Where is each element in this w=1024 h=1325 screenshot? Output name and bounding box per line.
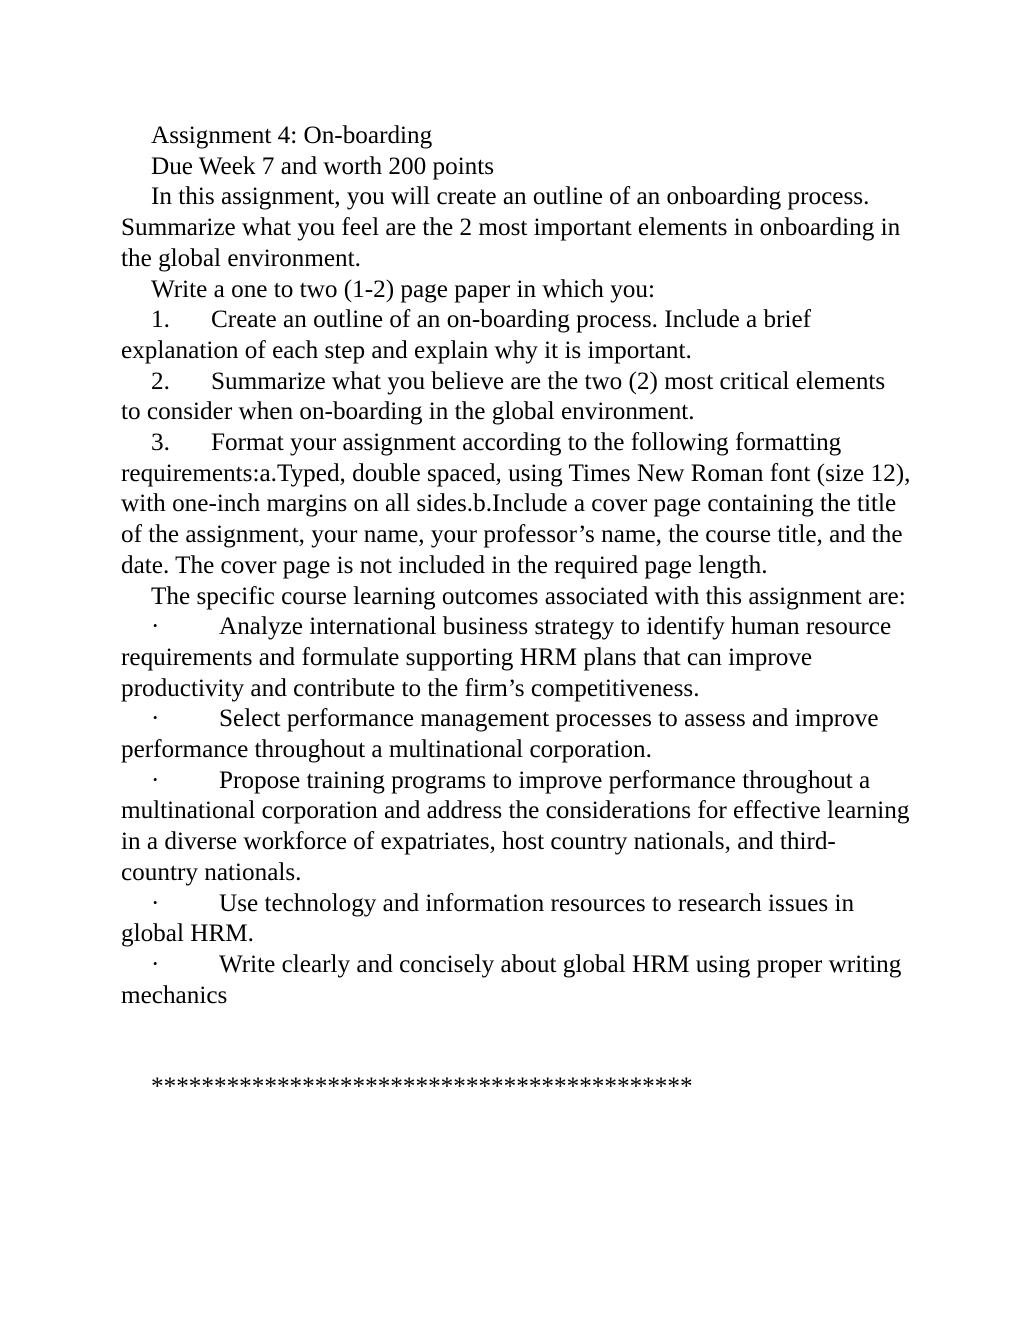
step-number: 3. bbox=[151, 429, 170, 457]
outcome-text: Select performance management processes to assess and improve performance throughout a multinational corporation. bbox=[121, 705, 879, 764]
instruction-line: Write a one to two (1-2) page paper in which you: bbox=[151, 275, 655, 303]
step-item bbox=[121, 305, 911, 366]
step-number: 1. bbox=[151, 306, 170, 334]
document-body bbox=[121, 121, 911, 1103]
outcomes-intro: The specific course learning outcomes associated with this assignment are: bbox=[151, 582, 906, 610]
outcome-text: Write clearly and concisely about global HRM using proper writing mechanics bbox=[121, 950, 902, 1009]
step-item bbox=[121, 428, 911, 582]
bullet-glyph: · bbox=[151, 766, 160, 794]
outcome-item bbox=[121, 950, 911, 1011]
assignment-title: Assignment 4: On-boarding bbox=[151, 122, 433, 149]
bullet-glyph: · bbox=[151, 950, 160, 978]
step-text: Create an outline of an on-boarding process. Include a brief explanation of each step and explain why it is important. bbox=[121, 306, 812, 364]
spacer bbox=[121, 1011, 911, 1072]
bullet-glyph: · bbox=[151, 889, 160, 917]
step-item bbox=[121, 367, 911, 428]
outcome-item bbox=[121, 704, 911, 765]
outcome-text: Analyze international business strategy to identify human resource requirements and formulate supporting HRM plans that can improve productivity and contribute to the firm’s competitiveness. bbox=[121, 613, 892, 702]
intro-paragraph: In this assignment, you will create an outline of an onboarding process. Summarize what you feel are the 2 most important elements in onboarding in the global environment. bbox=[121, 183, 901, 272]
due-line: Due Week 7 and worth 200 points bbox=[151, 152, 495, 180]
step-text: Summarize what you believe are the two (2) most critical elements to consider when on-boarding in the global environment. bbox=[121, 367, 886, 426]
outcome-text: Propose training programs to improve performance throughout a multinational corporation and address the considerations for effective learning in a diverse workforce of expatriates, host country nationals, and third-country nationals. bbox=[121, 766, 910, 886]
outcome-text: Use technology and information resources to research issues in global HRM. bbox=[121, 889, 855, 948]
outcome-item bbox=[121, 889, 911, 950]
outcome-item bbox=[121, 612, 911, 704]
step-text: Format your assignment according to the following formatting requirements:a.Typed, double spaced, using Times New Roman font (size 12), with one-inch margins on all sides.b.Include a cover page containing the title of the assignment, your name, your professor’s name, the course title, and the date. The cover page is not included in the required page length. bbox=[121, 429, 911, 579]
bullet-glyph: · bbox=[151, 705, 160, 733]
step-number: 2. bbox=[151, 367, 170, 395]
bullet-glyph: · bbox=[151, 613, 160, 641]
outcome-item bbox=[121, 766, 911, 889]
separator-line: ******************************************* bbox=[151, 1073, 693, 1101]
